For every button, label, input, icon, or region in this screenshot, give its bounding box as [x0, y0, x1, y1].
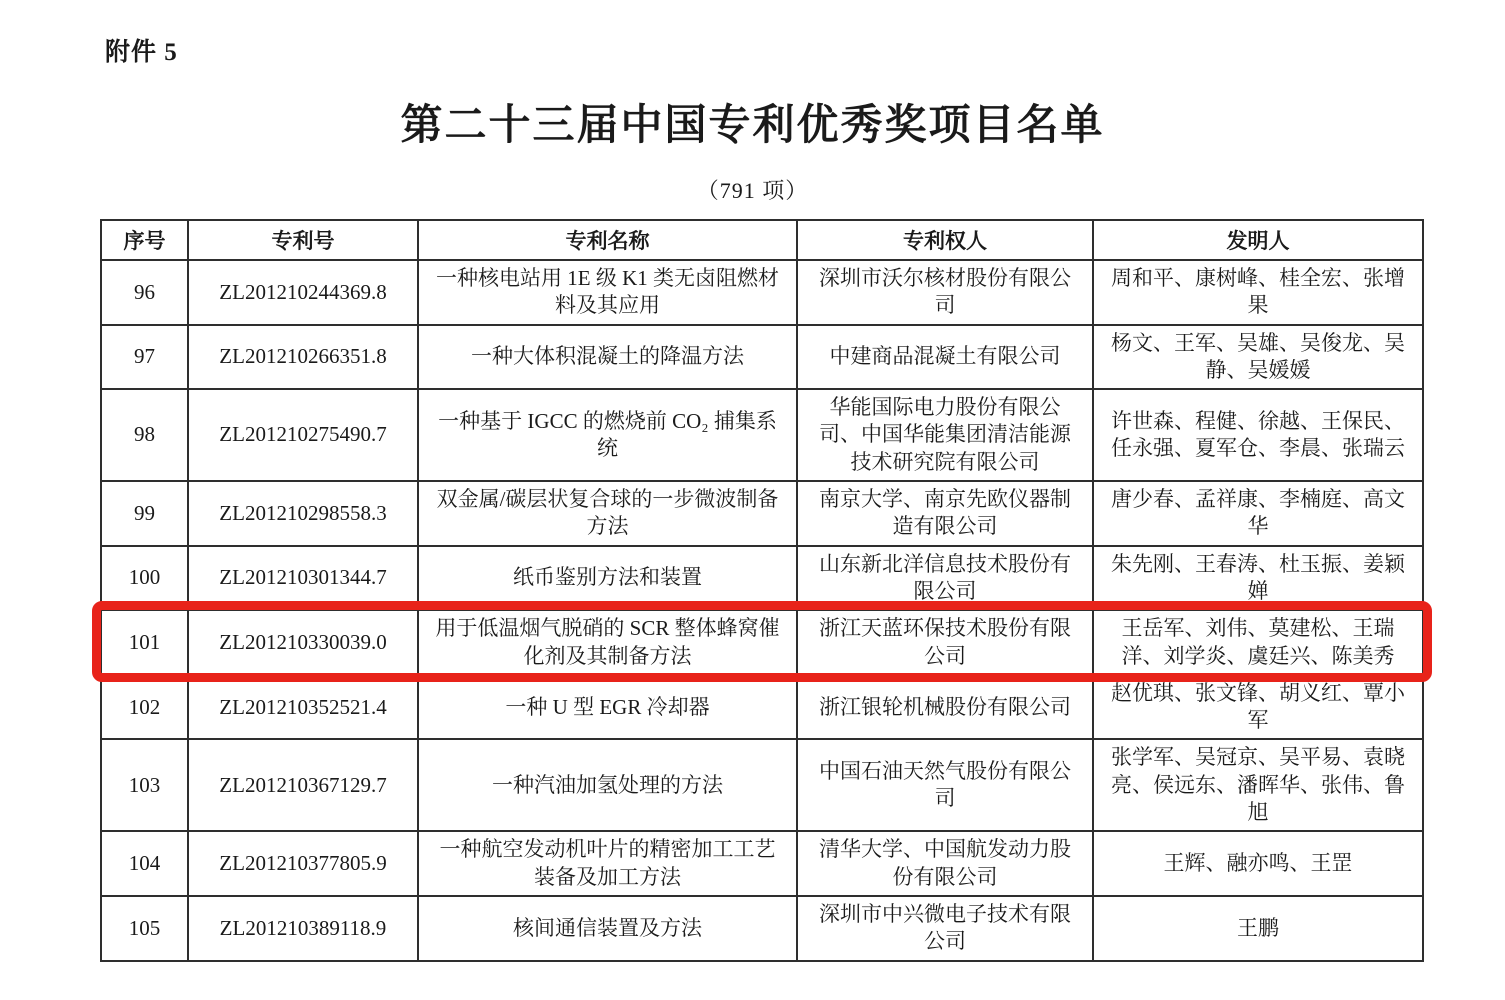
cell-patent-number: ZL201210367129.7 — [188, 739, 418, 831]
cell-serial-number: 102 — [101, 675, 188, 740]
cell-inventors: 张学军、吴冠京、吴平易、袁晓亮、侯远东、潘晖华、张伟、鲁旭 — [1093, 739, 1423, 831]
cell-patent-number: ZL201210275490.7 — [188, 389, 418, 481]
cell-patent-number: ZL201210298558.3 — [188, 481, 418, 546]
cell-patent-name: 一种基于 IGCC 的燃烧前 CO₂ 捕集系统 — [418, 389, 797, 481]
cell-patentee: 深圳市沃尔核材股份有限公司 — [797, 260, 1093, 325]
table-row — [101, 831, 1423, 896]
cell-patent-number: ZL201210330039.0 — [188, 610, 418, 675]
cell-inventors: 王鹏 — [1093, 896, 1423, 961]
page-title: 第二十三届中国专利优秀奖项目名单 — [400, 103, 1105, 149]
cell-patentee: 浙江天蓝环保技术股份有限公司 — [797, 610, 1093, 675]
header-patent-number: 专利号 — [188, 220, 418, 260]
cell-patent-number: ZL201210266351.8 — [188, 325, 418, 390]
cell-patent-name: 一种航空发动机叶片的精密加工工艺装备及加工方法 — [418, 831, 797, 896]
cell-inventors: 赵优琪、张文锋、胡义红、覃小军 — [1093, 675, 1423, 740]
cell-patent-name: 用于低温烟气脱硝的 SCR 整体蜂窝催化剂及其制备方法 — [418, 610, 797, 675]
cell-patentee: 山东新北洋信息技术股份有限公司 — [797, 546, 1093, 611]
table-row — [101, 260, 1423, 325]
cell-inventors: 王辉、融亦鸣、王罡 — [1093, 831, 1423, 896]
cell-inventors: 唐少春、孟祥康、李楠庭、高文华 — [1093, 481, 1423, 546]
table-row — [101, 739, 1423, 831]
cell-patentee: 清华大学、中国航发动力股份有限公司 — [797, 831, 1093, 896]
table-row — [101, 546, 1423, 611]
table-row — [101, 610, 1423, 675]
header-serial-number: 序号 — [101, 220, 188, 260]
cell-patent-number: ZL201210352521.4 — [188, 675, 418, 740]
cell-inventors: 许世森、程健、徐越、王保民、任永强、夏军仓、李晨、张瑞云 — [1093, 389, 1423, 481]
cell-patent-name: 一种汽油加氢处理的方法 — [418, 739, 797, 831]
cell-patent-name: 双金属/碳层状复合球的一步微波制备方法 — [418, 481, 797, 546]
cell-patentee: 深圳市中兴微电子技术有限公司 — [797, 896, 1093, 961]
cell-inventors: 杨文、王军、吴雄、吴俊龙、吴静、吴媛媛 — [1093, 325, 1423, 390]
cell-patentee: 中国石油天然气股份有限公司 — [797, 739, 1093, 831]
cell-patentee: 浙江银轮机械股份有限公司 — [797, 675, 1093, 740]
cell-serial-number: 100 — [101, 546, 188, 611]
cell-serial-number: 96 — [101, 260, 188, 325]
cell-patent-name: 核间通信装置及方法 — [418, 896, 797, 961]
cell-patent-number: ZL201210377805.9 — [188, 831, 418, 896]
table-row — [101, 896, 1423, 961]
cell-patent-number: ZL201210389118.9 — [188, 896, 418, 961]
cell-patent-name: 纸币鉴别方法和装置 — [418, 546, 797, 611]
cell-patent-name: 一种 U 型 EGR 冷却器 — [418, 675, 797, 740]
cell-patent-number: ZL201210244369.8 — [188, 260, 418, 325]
attachment-label: 附件 5 — [105, 39, 178, 66]
cell-serial-number: 104 — [101, 831, 188, 896]
table-row — [101, 481, 1423, 546]
cell-patent-name: 一种大体积混凝土的降温方法 — [418, 325, 797, 390]
cell-serial-number: 105 — [101, 896, 188, 961]
table-row — [101, 325, 1423, 390]
cell-patentee: 中建商品混凝土有限公司 — [797, 325, 1093, 390]
cell-serial-number: 103 — [101, 739, 188, 831]
cell-patent-number: ZL201210301344.7 — [188, 546, 418, 611]
table-row — [101, 389, 1423, 481]
cell-inventors: 朱先刚、王春涛、杜玉振、姜颖婵 — [1093, 546, 1423, 611]
table-row — [101, 675, 1423, 740]
header-patent-name: 专利名称 — [418, 220, 797, 260]
cell-serial-number: 98 — [101, 389, 188, 481]
table-header-row — [101, 220, 1423, 260]
header-patentee: 专利权人 — [797, 220, 1093, 260]
cell-patentee: 南京大学、南京先欧仪器制造有限公司 — [797, 481, 1093, 546]
cell-patentee: 华能国际电力股份有限公司、中国华能集团清洁能源技术研究院有限公司 — [797, 389, 1093, 481]
cell-serial-number: 99 — [101, 481, 188, 546]
cell-inventors: 周和平、康树峰、桂全宏、张增果 — [1093, 260, 1423, 325]
table-body — [101, 260, 1423, 961]
cell-inventors: 王岳军、刘伟、莫建松、王瑞洋、刘学炎、虞廷兴、陈美秀 — [1093, 610, 1423, 675]
cell-patent-name: 一种核电站用 1E 级 K1 类无卤阻燃材料及其应用 — [418, 260, 797, 325]
header-inventors: 发明人 — [1093, 220, 1423, 260]
cell-serial-number: 101 — [101, 610, 188, 675]
item-count-subtitle: （791 项） — [696, 178, 809, 203]
cell-serial-number: 97 — [101, 325, 188, 390]
patent-table-container — [100, 219, 1422, 962]
patent-table — [100, 219, 1424, 962]
